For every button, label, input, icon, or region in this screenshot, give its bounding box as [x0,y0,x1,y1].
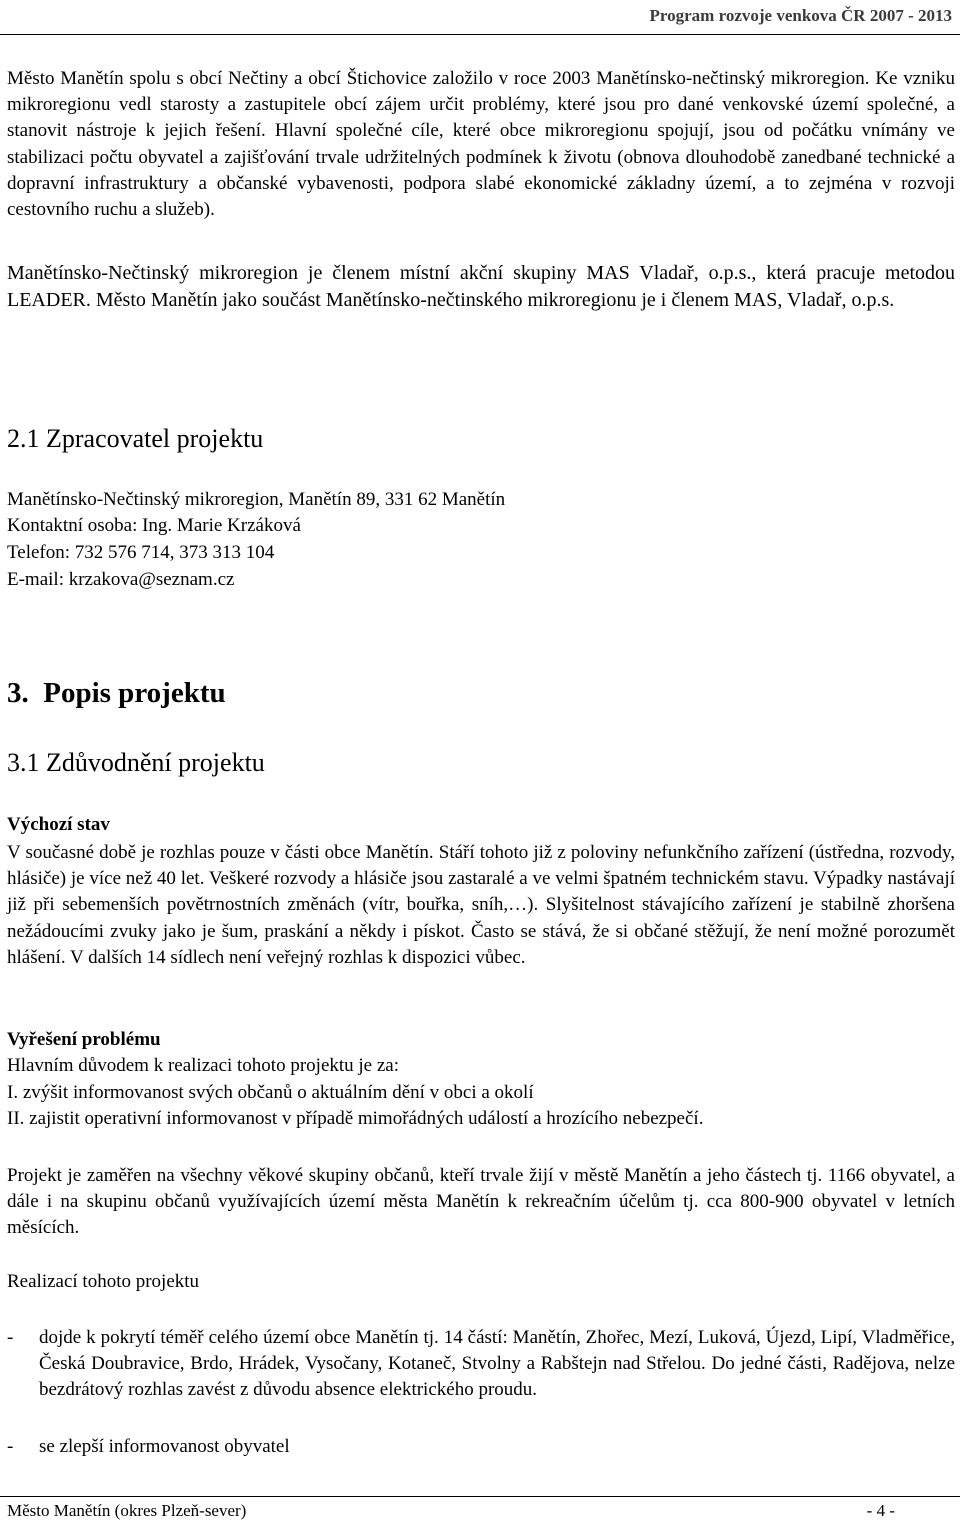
contact-person: Kontaktní osoba: Ing. Marie Krzáková [7,515,301,536]
header-title: Program rozvoje venkova ČR 2007 - 2013 [649,6,952,25]
footer-location: Město Manětín (okres Plzeň-sever) [7,1501,247,1520]
vychozi-stav-text: V současné době je rozhlas pouze v části obce Manětín. Stáří tohoto již z poloviny nefunkčního zařízení (ústředna, rozvody, hlásiče) je více než 40 let. Veškeré rozvody a hlásiče jsou zastaralé a ve velmi špatném technickém stavu. Výpadky nastávají již při sebemenších povětrnostních změnách (vítr, bouřka, sníh,…). Slyšitelnost stávajícího zařízení je stabilně zhoršena nežádoucími zvuky jako je šum, praskání a někdy i pískot. Často se stává, že si občané stěžují, že není možné porozumět hlášení. V dalších 14 sídlech není veřejný rozhlas k dispozici vůbec. [7,842,955,968]
page-header [0,0,960,35]
realizaci-heading: Realizací tohoto projektu [7,1271,200,1292]
footer-page-number: - 4 - [866,1501,895,1520]
intro-paragraph-2: Manětínsko-Nečtinský mikroregion je členem místní akční skupiny MAS Vladař, o.p.s., která pracuje metodou LEADER. Město Manětín jako součást Manětínsko-nečtinského mikroregionu je i členem MAS, Vladař, o.p.s. [7,262,955,311]
list-item [7,1325,955,1431]
list-dash: - [7,1327,14,1348]
contact-phone: Telefon: 732 576 714, 373 313 104 [7,542,275,563]
footer-divider [0,1496,960,1497]
contact-email: E-mail: krzakova@seznam.cz [7,569,235,590]
vyreseni-line-3: II. zajistit operativní informovanost v případě mimořádných událostí a hrozícího nebezpečí. [7,1108,704,1129]
section-3-1-heading: 3.1 Zdůvodnění projektu [7,748,265,777]
intro-paragraph-1: Město Manětín spolu s obcí Nečtiny a obcí Štichovice založilo v roce 2003 Manětínsko-nečtinský mikroregion. Ke vzniku mikroregionu vedl starosty a zastupitele obcí zájem určit problémy, které jsou pro dané venkovské území společné, a stanovit nástroje k jejich řešení. Hlavní společné cíle, které obce mikroregionu spojují, jsou od počátku vnímány ve stabilizaci počtu obyvatel a zajišťování trvale udržitelných podmínek k životu (obnova dlouhodobě zanedbané technické a dopravní infrastruktury a občanské vybavenosti, podpora slabé ekonomické základny území, a to zejména v rozvoji cestovního ruchu a služeb). [7,68,955,221]
list-item-text: se zlepší informovanost obyvatel [39,1436,290,1457]
vychozi-stav-heading: Výchozí stav [7,814,110,835]
vyreseni-line-2: I. zvýšit informovanost svých občanů o aktuálním dění v obci a okolí [7,1082,534,1103]
contact-address: Manětínsko-Nečtinský mikroregion, Manětín 89, 331 62 Manětín [7,489,506,510]
list-item [7,1434,955,1461]
vyreseni-heading: Vyřešení problému [7,1029,161,1050]
list-dash: - [7,1436,14,1457]
vyreseni-line-1: Hlavním důvodem k realizaci tohoto projektu je za: [7,1055,400,1076]
section-3-heading: 3. Popis projektu [7,677,226,709]
zamereni-paragraph: Projekt je zaměřen na všechny věkové skupiny občanů, kteří trvale žijí v městě Manětín a jeho částech tj. 1166 obyvatel, a dále i na skupinu občanů využívajících území města Manětín k rekreačním účelům tj. cca 800-900 obyvatel v letních měsících. [7,1165,955,1239]
list-item-text: dojde k pokrytí téměř celého území obce Manětín tj. 14 částí: Manětín, Zhořec, Mezí, Luková, Újezd, Lipí, Vladměřice, Česká Doubravice, Brdo, Hrádek, Vysočany, Kotaneč, Stvolny a Rabštejn nad Střelou. Do jedné části, Radějova, nelze bezdrátový rozhlas zavést z důvodu absence elektrického proudu. [39,1327,955,1401]
section-2-1-heading: 2.1 Zpracovatel projektu [7,424,264,453]
